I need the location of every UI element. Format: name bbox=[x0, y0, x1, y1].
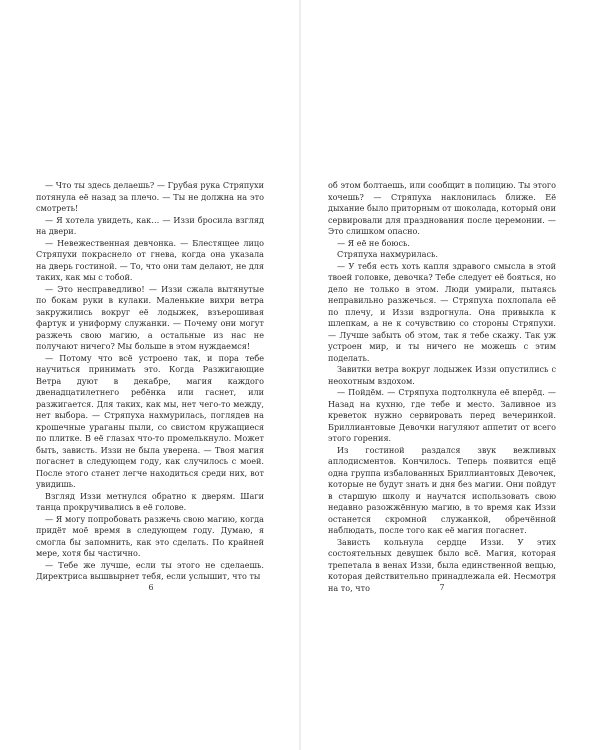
paragraph: — Я могу попробовать разжечь свою магию, когда придёт моё время в следующем году. Думаю, я смогла бы запомнить, как это сделать. По крайней мере, хотя бы частично. bbox=[36, 513, 264, 558]
paragraph: — Тебе же лучше, если ты этого не сделаешь. Директриса вышвырнет тебя, если услышит, что ты bbox=[36, 559, 264, 581]
paragraph: — Пойдём. — Стряпуха подтолкнула её вперёд. — Назад на кухню, где тебе и место. Заливное из креветок нужно сервировать перед вечеринкой. Бриллиантовые Девочки нагуляют аппетит от всего этого горения. bbox=[328, 387, 556, 443]
paragraph: — Что ты здесь делаешь? — Грубая рука Стряпухи потянула её назад за плечо. — Ты не должна на это смотреть! bbox=[36, 180, 264, 213]
paragraph: — Я её не боюсь. bbox=[337, 237, 410, 248]
page-number-right: 7 bbox=[439, 583, 445, 592]
paragraph: Завитки ветра вокруг лодыжек Иззи опустились с неохотным вздохом. bbox=[328, 364, 556, 386]
paragraph: — Невежественная девчонка. — Блестящее лицо Стряпухи покраснело от гнева, когда она указала на дверь гостиной. — То, что они там делают, не для таких, как мы с тобой. bbox=[36, 237, 264, 282]
left-page-text bbox=[36, 180, 264, 583]
paragraph: Взгляд Иззи метнулся обратно к дверям. Шаги танца прокручивались в её голове. bbox=[36, 490, 264, 512]
page-number-left: 6 bbox=[148, 583, 154, 592]
paragraph: Из гостиной раздался звук вежливых аплодисментов. Кончилось. Теперь появится ещё одна группа избалованных Бриллиантовых Девочек, которые не будут знать и дня без магии. Они пойдут в старшую школу и научатся использовать свою недавно разожжённую магию, в то время как Иззи останется скромной служанкой, обречённой наблюдать, после того как её магия погаснет. bbox=[328, 444, 556, 535]
paragraph: — Я хотела увидеть, как… — Иззи бросила взгляд на двери. bbox=[36, 214, 264, 236]
paragraph: — Потому что всё устроено так, и пора тебе научиться принимать это. Когда Разжигающие Ветра дуют в декабре, магия каждого двенадцатилетнего ребёнка или гаснет, или разжигается. Для таких, как мы, нет чего-то между, нет выбора. — Стряпуха нахмурилась, поглядев на крошечные ураганы пыли, со свистом кружащиеся по плитке. В её глазах что-то промелькнуло. Может быть, зависть. Иззи не была уверена. — Твоя магия погаснет в следующем году, как случилось с моей. После этого станет легче находиться среди них, вот увидишь. bbox=[36, 352, 264, 489]
right-page-text bbox=[328, 180, 556, 594]
page-gutter bbox=[299, 0, 301, 750]
paragraph: Стряпуха нахмурилась. bbox=[337, 249, 438, 259]
paragraph-continued: об этом болтаешь, или сообщит в полицию. Ты этого хочешь? — Стряпуха наклонилась ближе. Её дыхание было приторным от шоколада, который они сервировали для празднования после церемонии. — Это слишком опасно. bbox=[328, 180, 556, 236]
paragraph: — Это несправедливо! — Иззи сжала вытянутые по бокам руки в кулаки. Маленькие вихри ветра закружились вокруг её лодыжек, взъерошивая фартук и униформу служанки. — Почему они могут разжечь свою магию, а остальные из нас не получают ничего? Мы больше в этом нуждаемся! bbox=[36, 283, 264, 351]
paragraph: Зависть кольнула сердце Иззи. У этих состоятельных девушек было всё. Магия, которая трепетала в венах Иззи, была единственной вещью, которая действительно принадлежала ей. Несмотря на то, что bbox=[328, 536, 556, 593]
paragraph: — У тебя есть хоть капля здравого смысла в этой твоей головке, девочка? Тебе следует её бояться, но дело не только в этом. Люди умирали, пытаясь неправильно разжечься. — Стряпуха похлопала её по плечу, и Иззи вздрогнула. Она привыкла к шлепкам, а не к сочувствию со стороны Стряпухи. — Лучше забыть об этом, так я тебе скажу. Так уж устроен мир, и ты ничего не можешь с этим поделать. bbox=[328, 260, 556, 363]
